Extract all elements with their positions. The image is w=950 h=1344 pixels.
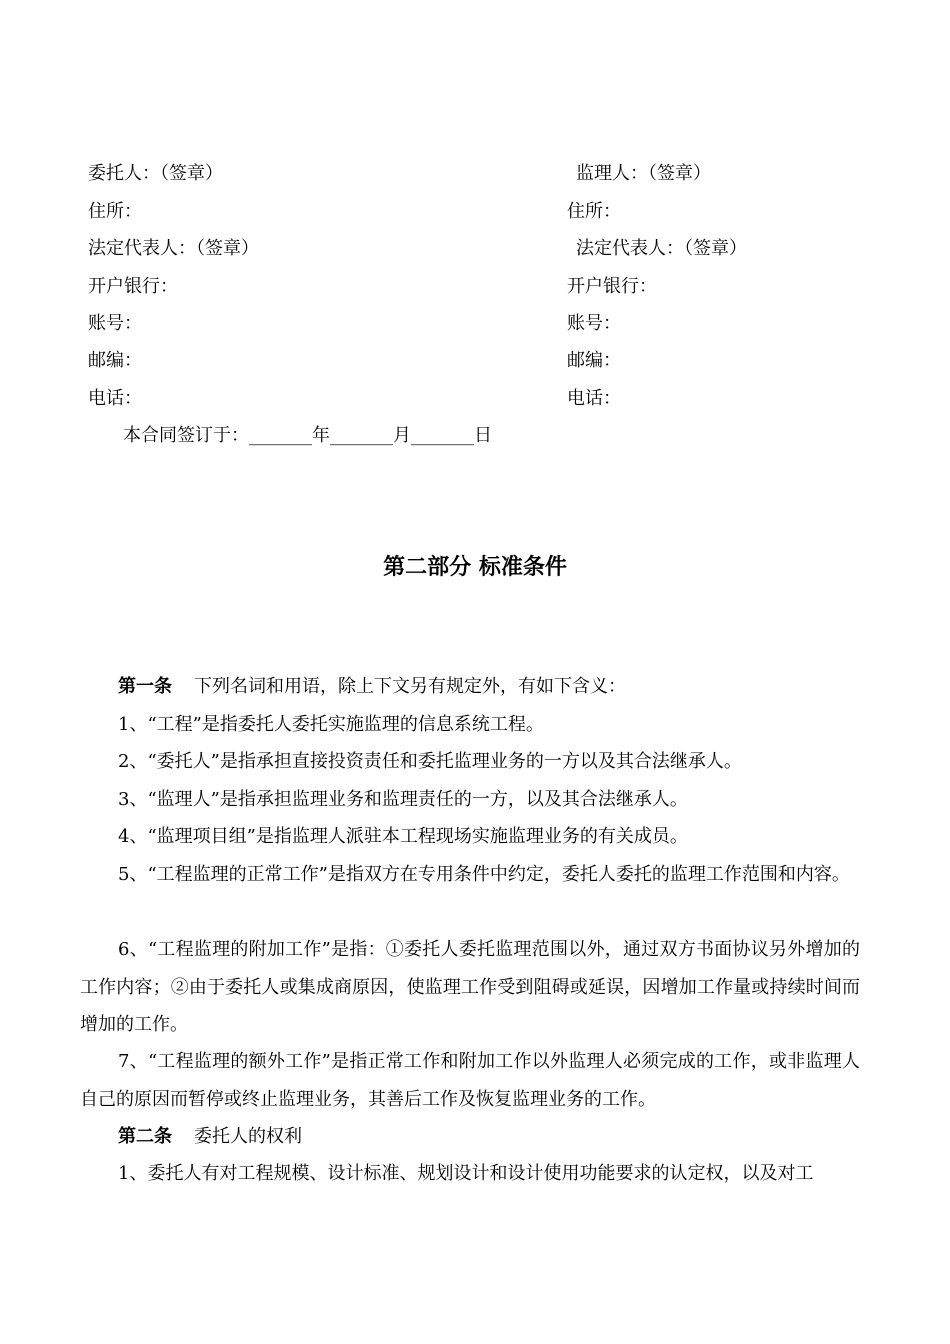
article-1-item-5: 5、“工程监理的正常工作”是指双方在专用条件中约定，委托人委托的监理工作范围和内容。: [118, 864, 850, 885]
principal-phone-label: 电话：: [88, 388, 142, 409]
principal-account-label: 账号：: [88, 313, 142, 334]
article-1-item-7: 7、“工程监理的额外工作”是指正常工作和附加工作以外监理人必须完成的工作，或非监理人自己的原因而暂停或终止监理业务，其善后工作及恢复监理业务的工作。: [80, 1051, 860, 1110]
article-2-heading-row: [118, 1118, 860, 1156]
principal-signature-label: 委托人：（签章）: [88, 163, 223, 184]
article-1-intro: 下列名词和用语，除上下文另有规定外，有如下含义：: [194, 676, 626, 697]
article-1-item-1: 1、“工程”是指委托人委托实施监理的信息系统工程。: [118, 714, 544, 735]
supervisor-bank-label: 开户银行：: [567, 276, 657, 297]
supervisor-postcode-label: 邮编：: [567, 350, 621, 371]
principal-bank-label: 开户银行：: [88, 276, 178, 297]
contract-sign-date: 本合同签订于：_______年_______月_______日: [123, 425, 492, 446]
article-1-item-3: 3、“监理人”是指承担监理业务和监理责任的一方，以及其合法继承人。: [118, 789, 688, 810]
principal-address-label: 住所：: [88, 201, 142, 222]
principal-legal-rep-label: 法定代表人：（签章）: [88, 238, 259, 259]
article-1-item-2: 2、“委托人”是指承担直接投资责任和委托监理业务的一方以及其合法继承人。: [118, 751, 742, 772]
article-1-item-6: 6、“工程监理的附加工作”是指：①委托人委托监理范围以外，通过双方书面协议另外增加的工作内容；②由于委托人或集成商原因，使监理工作受到阻碍或延误，因增加工作量或持续时间而增加的工作。: [80, 939, 860, 1035]
supervisor-address-label: 住所：: [567, 201, 621, 222]
article-1-item-4: 4、“监理项目组”是指监理人派驻本工程现场实施监理业务的有关成员。: [118, 826, 688, 847]
principal-postcode-label: 邮编：: [88, 350, 142, 371]
article-1-heading-row: [118, 668, 860, 706]
supervisor-legal-rep-label: 法定代表人：（签章）: [576, 238, 747, 259]
article-2-title: 委托人的权利: [194, 1126, 302, 1147]
article-1-heading: 第一条: [118, 676, 172, 697]
article-2-heading: 第二条: [118, 1126, 172, 1147]
article-2-item-1: 1、委托人有对工程规模、设计标准、规划设计和设计使用功能要求的认定权，以及对工: [118, 1163, 814, 1184]
supervisor-signature-label: 监理人：（签章）: [576, 163, 711, 184]
supervisor-account-label: 账号：: [567, 313, 621, 334]
section-title: 第二部分 标准条件: [383, 555, 567, 580]
supervisor-phone-label: 电话：: [567, 388, 621, 409]
